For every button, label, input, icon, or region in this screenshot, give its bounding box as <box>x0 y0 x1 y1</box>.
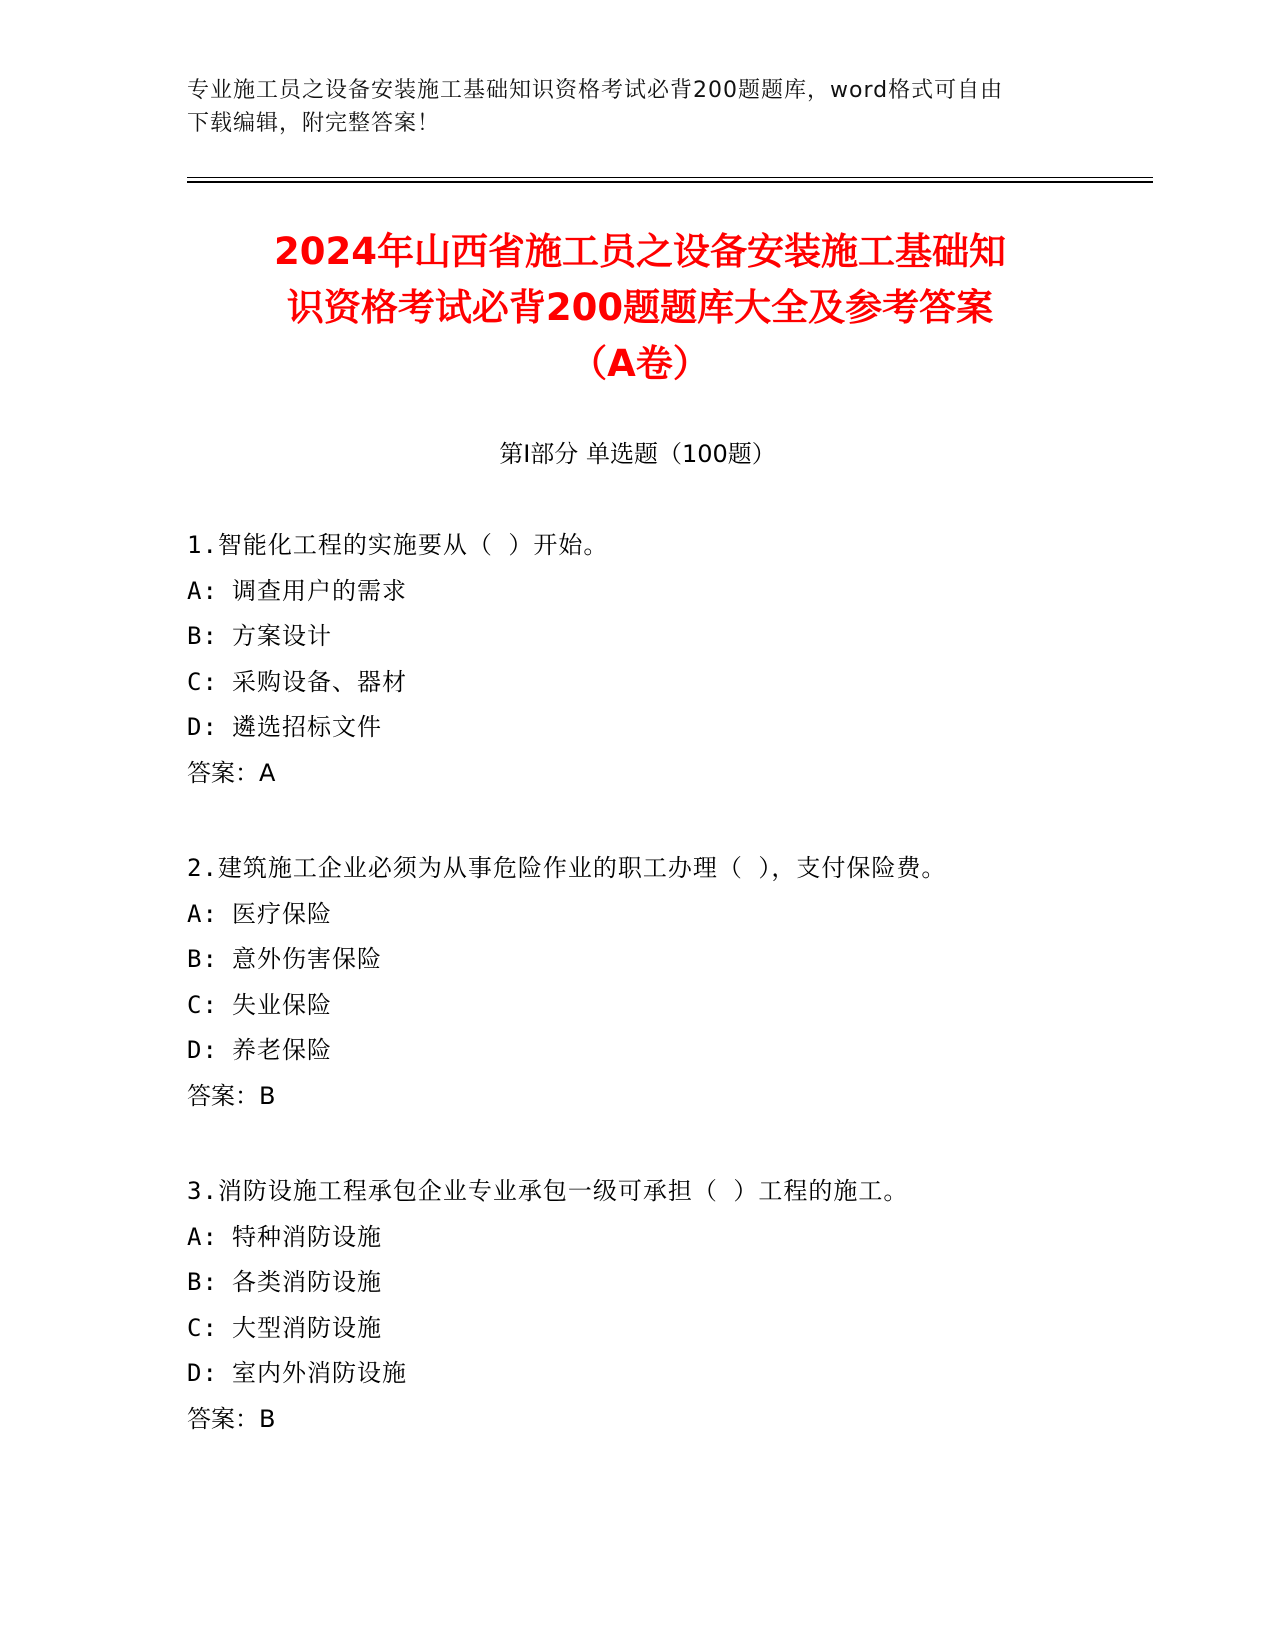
option-key: A: <box>187 1222 218 1251</box>
option-d <box>187 1028 1147 1074</box>
option-key: B: <box>187 945 218 973</box>
question-item <box>187 1169 1147 1442</box>
answer-line: 答案：B <box>187 1081 276 1110</box>
option-key: D: <box>187 1036 218 1064</box>
question-stem: 2.建筑施工企业必须为从事危险作业的职工办理（ ），支付保险费。 <box>187 854 947 882</box>
answer-line: 答案：A <box>187 758 276 787</box>
question-item <box>187 523 1147 796</box>
option-text: 失业保险 <box>232 990 332 1019</box>
question-item <box>187 846 1147 1119</box>
option-text: 养老保险 <box>232 1036 332 1064</box>
option-key: D: <box>187 713 218 741</box>
option-c <box>187 660 1147 706</box>
option-key: C: <box>187 990 218 1019</box>
option-text: 室内外消防设施 <box>232 1359 407 1387</box>
option-b <box>187 937 1147 983</box>
option-b <box>187 614 1147 660</box>
document-title <box>160 224 1120 392</box>
option-key: D: <box>187 1359 218 1387</box>
option-key: A: <box>187 899 218 928</box>
question-stem: 1.智能化工程的实施要从（ ）开始。 <box>187 531 609 559</box>
option-key: B: <box>187 622 218 650</box>
answer-line: 答案：B <box>187 1404 276 1433</box>
section-heading: 第Ⅰ部分 单选题（100题） <box>499 440 776 468</box>
question-list <box>187 523 1147 1492</box>
option-text: 采购设备、器材 <box>232 667 407 696</box>
option-b <box>187 1260 1147 1306</box>
option-text: 意外伤害保险 <box>232 945 382 973</box>
option-c <box>187 1306 1147 1352</box>
question-stem: 3.消防设施工程承包企业专业承包一级可承担（ ）工程的施工。 <box>187 1177 909 1205</box>
option-c <box>187 983 1147 1029</box>
option-text: 医疗保险 <box>232 899 332 928</box>
header-note-line-1: 专业施工员之设备安装施工基础知识资格考试必背200题题库，word格式可自由 <box>187 78 1004 103</box>
option-text: 调查用户的需求 <box>232 576 407 605</box>
header-note <box>187 74 1087 140</box>
header-divider-thin <box>187 177 1153 178</box>
document-title-line-2: 识资格考试必背200题题库大全及参考答案 <box>286 286 994 329</box>
option-text: 大型消防设施 <box>232 1313 382 1342</box>
option-text: 遴选招标文件 <box>232 713 382 741</box>
option-d <box>187 1351 1147 1397</box>
option-a <box>187 892 1147 938</box>
document-title-line-1: 2024年山西省施工员之设备安装施工基础知 <box>274 230 1006 273</box>
option-text: 各类消防设施 <box>232 1268 382 1296</box>
option-text: 特种消防设施 <box>232 1222 382 1251</box>
option-text: 方案设计 <box>232 622 332 650</box>
option-a <box>187 1215 1147 1261</box>
header-divider-thick <box>187 181 1153 183</box>
option-key: B: <box>187 1268 218 1296</box>
option-key: C: <box>187 1313 218 1342</box>
option-key: C: <box>187 667 218 696</box>
document-title-line-3: （A卷） <box>570 342 710 385</box>
option-d <box>187 705 1147 751</box>
option-a <box>187 569 1147 615</box>
header-note-line-2: 下载编辑，附完整答案！ <box>187 111 441 136</box>
option-key: A: <box>187 576 218 605</box>
